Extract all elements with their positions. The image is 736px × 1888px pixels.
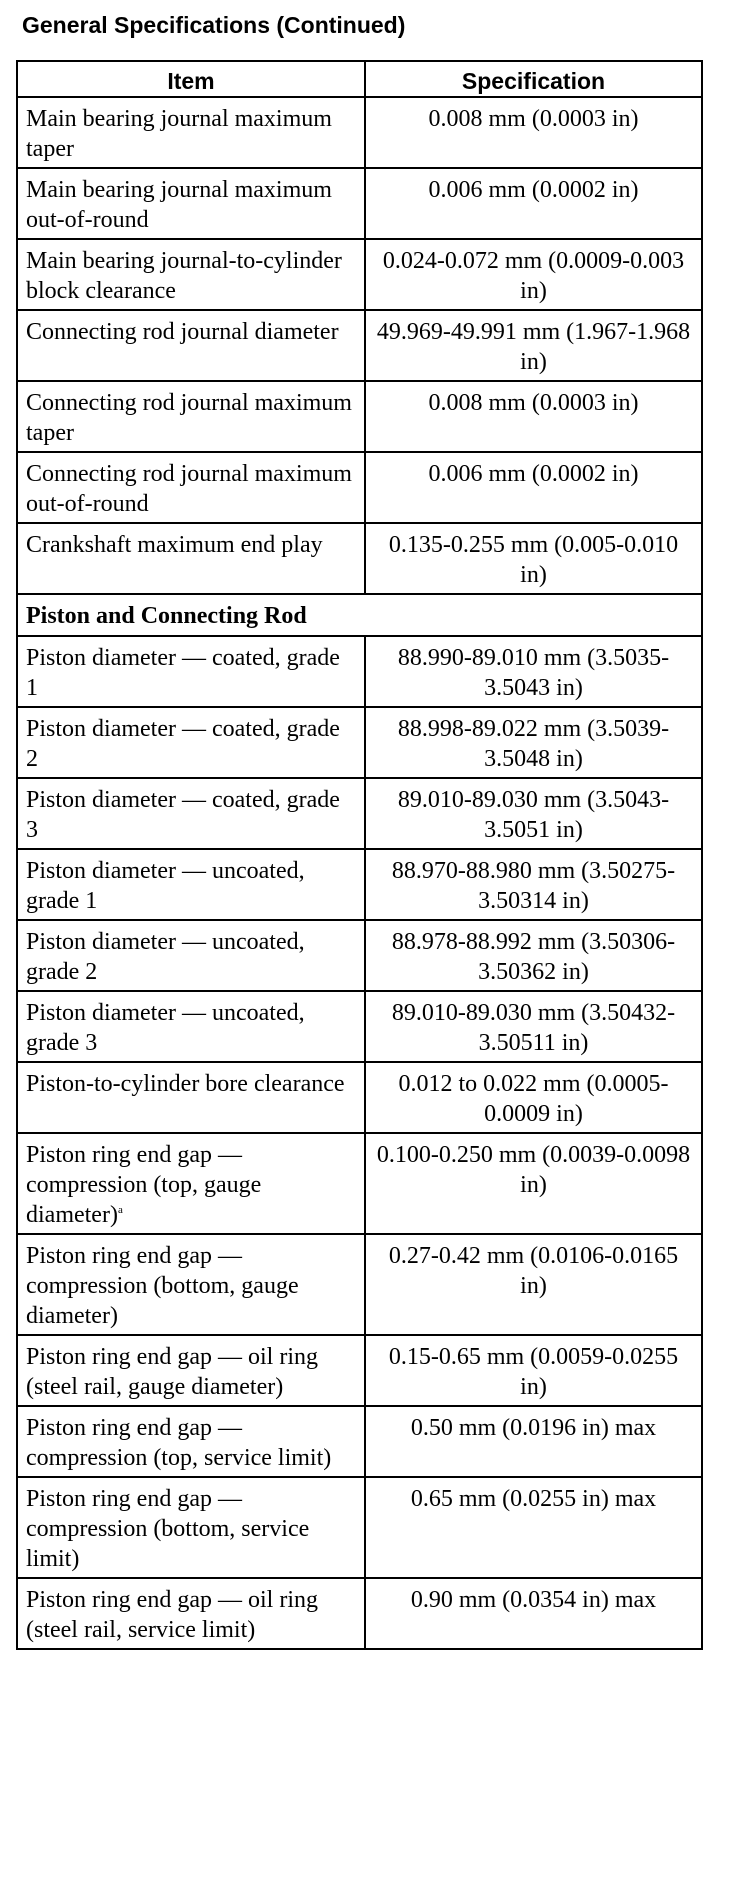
spec-cell: 0.012 to 0.022 mm (0.0005-0.0009 in) (365, 1062, 702, 1133)
item-cell: Piston-to-cylinder bore clearance (17, 1062, 365, 1133)
table-row (17, 97, 702, 168)
item-cell: Connecting rod journal maximum out-of-round (17, 452, 365, 523)
item-cell: Crankshaft maximum end play (17, 523, 365, 594)
table-row (17, 1477, 702, 1578)
item-cell: Main bearing journal maximum out-of-round (17, 168, 365, 239)
item-cell (17, 1133, 365, 1234)
item-cell: Piston diameter — uncoated, grade 3 (17, 991, 365, 1062)
page-title: General Specifications (Continued) (22, 12, 406, 38)
table-row (17, 707, 702, 778)
spec-cell: 89.010-89.030 mm (3.50432-3.50511 in) (365, 991, 702, 1062)
table-row (17, 991, 702, 1062)
spec-cell: 88.998-89.022 mm (3.5039-3.5048 in) (365, 707, 702, 778)
header-row (17, 61, 702, 97)
table-row (17, 381, 702, 452)
spec-cell: 0.50 mm (0.0196 in) max (365, 1406, 702, 1477)
table-row (17, 310, 702, 381)
item-cell: Piston diameter — coated, grade 3 (17, 778, 365, 849)
table-row (17, 1578, 702, 1649)
item-cell: Piston ring end gap — compression (bottom, gauge diameter) (17, 1234, 365, 1335)
table-row (17, 168, 702, 239)
item-cell: Piston diameter — coated, grade 2 (17, 707, 365, 778)
spec-cell: 88.978-88.992 mm (3.50306-3.50362 in) (365, 920, 702, 991)
spec-cell: 0.008 mm (0.0003 in) (365, 97, 702, 168)
table-row (17, 523, 702, 594)
spec-cell: 0.27-0.42 mm (0.0106-0.0165 in) (365, 1234, 702, 1335)
item-cell: Piston ring end gap — oil ring (steel rail, gauge diameter) (17, 1335, 365, 1406)
item-column-header: Item (17, 61, 365, 97)
item-cell: Connecting rod journal maximum taper (17, 381, 365, 452)
section-row (17, 594, 702, 636)
spec-cell: 89.010-89.030 mm (3.5043-3.5051 in) (365, 778, 702, 849)
item-cell: Piston ring end gap — oil ring (steel rail, service limit) (17, 1578, 365, 1649)
table-row (17, 778, 702, 849)
spec-cell: 0.15-0.65 mm (0.0059-0.0255 in) (365, 1335, 702, 1406)
spec-cell: 0.90 mm (0.0354 in) max (365, 1578, 702, 1649)
item-cell: Piston ring end gap — compression (top, service limit) (17, 1406, 365, 1477)
table-row (17, 1062, 702, 1133)
spec-cell: 0.100-0.250 mm (0.0039-0.0098 in) (365, 1133, 702, 1234)
spec-table (16, 60, 703, 1650)
item-cell: Piston diameter — uncoated, grade 2 (17, 920, 365, 991)
item-cell: Piston diameter — uncoated, grade 1 (17, 849, 365, 920)
spec-column-header: Specification (365, 61, 702, 97)
item-cell: Piston diameter — coated, grade 1 (17, 636, 365, 707)
table-row (17, 1406, 702, 1477)
item-cell: Connecting rod journal diameter (17, 310, 365, 381)
table-row (17, 452, 702, 523)
table-row (17, 239, 702, 310)
table-row (17, 1133, 702, 1234)
spec-cell: 49.969-49.991 mm (1.967-1.968 in) (365, 310, 702, 381)
spec-cell: 0.008 mm (0.0003 in) (365, 381, 702, 452)
spec-cell: 0.006 mm (0.0002 in) (365, 168, 702, 239)
section-heading: Piston and Connecting Rod (17, 594, 702, 636)
spec-cell: 0.65 mm (0.0255 in) max (365, 1477, 702, 1578)
table-row (17, 636, 702, 707)
table-row (17, 920, 702, 991)
footnote-marker: a (117, 1204, 123, 1216)
item-cell: Piston ring end gap — compression (bottom, service limit) (17, 1477, 365, 1578)
spec-cell: 88.970-88.980 mm (3.50275-3.50314 in) (365, 849, 702, 920)
item-text: Piston ring end gap — compression (top, gauge diameter) (26, 1142, 262, 1228)
table-row (17, 1234, 702, 1335)
item-cell: Main bearing journal-to-cylinder block clearance (17, 239, 365, 310)
spec-cell: 0.024-0.072 mm (0.0009-0.003 in) (365, 239, 702, 310)
item-cell: Main bearing journal maximum taper (17, 97, 365, 168)
table-row (17, 1335, 702, 1406)
spec-cell: 88.990-89.010 mm (3.5035-3.5043 in) (365, 636, 702, 707)
table-row (17, 849, 702, 920)
spec-cell: 0.006 mm (0.0002 in) (365, 452, 702, 523)
spec-cell: 0.135-0.255 mm (0.005-0.010 in) (365, 523, 702, 594)
